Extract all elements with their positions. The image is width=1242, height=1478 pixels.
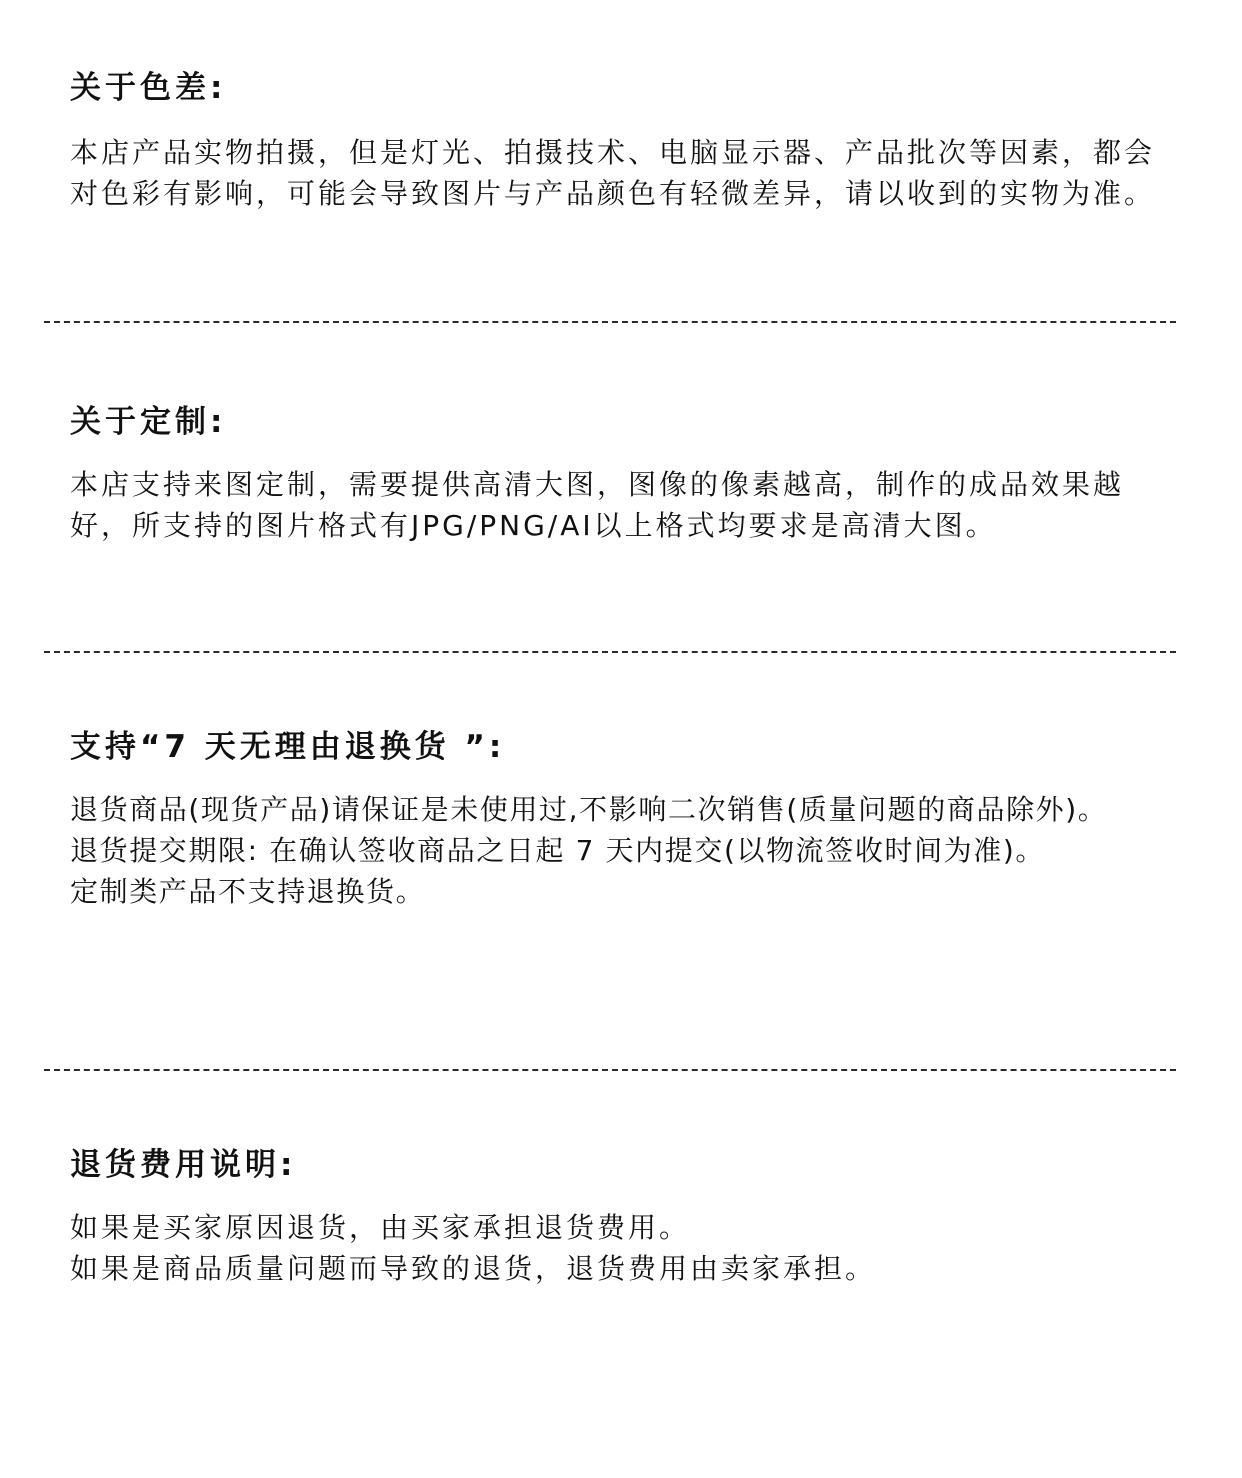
return-policy-section [70, 727, 1160, 912]
section-heading: 支持“7 天无理由退换货 ”: [70, 729, 506, 765]
paragraph: 退货提交期限: 在确认签收商品之日起 7 天内提交(以物流签收时间为准)。 [70, 834, 1046, 867]
section-body [70, 132, 1160, 214]
section-heading: 关于色差: [70, 70, 227, 106]
color-difference-section [70, 68, 1160, 214]
section-heading: 退货费用说明: [70, 1147, 297, 1183]
section-heading: 关于定制: [70, 404, 227, 440]
section-body [70, 464, 1160, 546]
customization-section [70, 402, 1160, 546]
paragraph: 定制类产品不支持退换货。 [70, 875, 426, 908]
dashed-divider [44, 321, 1176, 323]
paragraph: 如果是商品质量问题而导致的退货，退货费用由卖家承担。 [70, 1252, 877, 1285]
section-body [70, 1207, 1160, 1289]
paragraph: 退货商品(现货产品)请保证是未使用过,不影响二次销售(质量问题的商品除外)。 [70, 793, 1108, 826]
dashed-divider [44, 1069, 1176, 1071]
section-body [70, 789, 1160, 912]
paragraph: 本店产品实物拍摄，但是灯光、拍摄技术、电脑显示器、产品批次等因素，都会对色彩有影响，可能会导致图片与产品颜色有轻微差异，请以收到的实物为准。 [70, 136, 1156, 210]
dashed-divider [44, 651, 1176, 653]
paragraph: 本店支持来图定制，需要提供高清大图，图像的像素越高，制作的成品效果越好，所支持的图片格式有JPG/PNG/AI以上格式均要求是高清大图。 [70, 468, 1125, 542]
paragraph: 如果是买家原因退货，由买家承担退货费用。 [70, 1211, 691, 1244]
return-fee-section [70, 1145, 1160, 1289]
